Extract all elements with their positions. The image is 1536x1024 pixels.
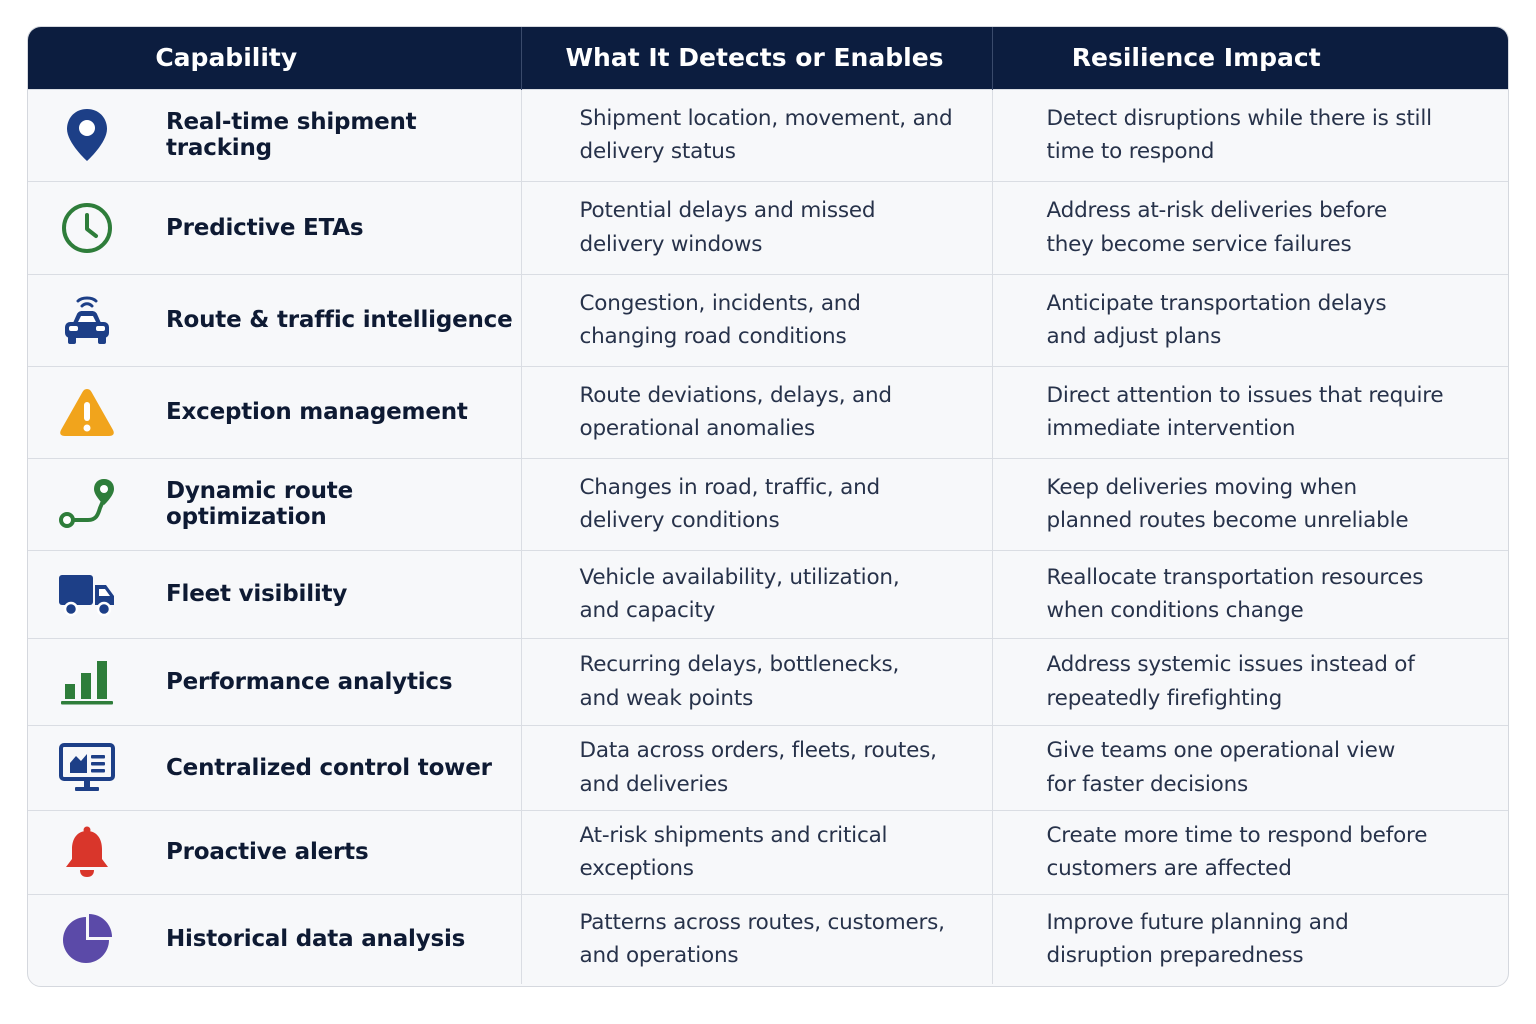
impact-cell bbox=[992, 181, 1509, 274]
detects-cell bbox=[521, 638, 992, 725]
impact-line: Anticipate transportation delays bbox=[1046, 290, 1387, 316]
detects-line: and deliveries bbox=[579, 771, 728, 797]
impact-line: Address systemic issues instead of bbox=[1046, 652, 1415, 677]
bell-icon bbox=[57, 822, 117, 882]
bar-chart-icon bbox=[57, 652, 117, 712]
capability-cell bbox=[28, 725, 521, 810]
capability-name: Performance analytics bbox=[166, 668, 453, 695]
impact-line: Improve future planning and bbox=[1046, 909, 1349, 935]
detects-line: Route deviations, delays, and bbox=[579, 382, 892, 408]
capability-name: Dynamic route optimization bbox=[166, 478, 353, 530]
table-row bbox=[28, 894, 1509, 984]
route-path-icon bbox=[57, 474, 117, 534]
table-row bbox=[28, 181, 1509, 274]
detects-line: Recurring delays, bottlenecks, bbox=[579, 652, 900, 677]
impact-cell bbox=[992, 274, 1509, 366]
detects-line: Potential delays and missed bbox=[579, 198, 876, 223]
detects-line: changing road conditions bbox=[579, 324, 847, 349]
impact-line: customers are affected bbox=[1046, 856, 1292, 881]
impact-line: and adjust plans bbox=[1046, 324, 1222, 349]
clock-icon bbox=[57, 198, 117, 258]
monitor-dashboard-icon bbox=[57, 738, 117, 798]
impact-cell bbox=[992, 550, 1509, 638]
connected-car-icon bbox=[57, 290, 117, 350]
detects-line: delivery status bbox=[579, 139, 736, 164]
impact-line: Create more time to respond before bbox=[1046, 822, 1428, 848]
impact-line: immediate intervention bbox=[1046, 416, 1296, 441]
impact-cell bbox=[992, 725, 1509, 810]
detects-cell bbox=[521, 894, 992, 984]
impact-line: disruption preparedness bbox=[1046, 943, 1304, 969]
detects-cell bbox=[521, 725, 992, 810]
capability-cell bbox=[28, 458, 521, 550]
capability-cell bbox=[28, 638, 521, 725]
impact-line: when conditions change bbox=[1046, 598, 1304, 623]
header-detects: What It Detects or Enables bbox=[521, 27, 992, 89]
capability-cell bbox=[28, 181, 521, 274]
detects-cell bbox=[521, 181, 992, 274]
table-row bbox=[28, 810, 1509, 894]
capability-name: Real-time shipment tracking bbox=[166, 109, 417, 161]
impact-cell bbox=[992, 638, 1509, 725]
location-pin-icon bbox=[57, 105, 117, 165]
table-row bbox=[28, 725, 1509, 810]
capability-name: Centralized control tower bbox=[166, 754, 492, 781]
impact-line: Give teams one operational view bbox=[1046, 738, 1396, 763]
capability-cell bbox=[28, 810, 521, 894]
table-row bbox=[28, 638, 1509, 725]
detects-line: exceptions bbox=[579, 856, 694, 881]
detects-line: and operations bbox=[579, 943, 739, 969]
detects-line: operational anomalies bbox=[579, 416, 815, 441]
impact-cell bbox=[992, 458, 1509, 550]
capability-name: Proactive alerts bbox=[166, 839, 369, 865]
impact-line: for faster decisions bbox=[1046, 771, 1248, 797]
detects-line: and weak points bbox=[579, 685, 754, 711]
detects-line: Shipment location, movement, and bbox=[579, 105, 953, 131]
detects-line: Vehicle availability, utilization, bbox=[579, 564, 900, 590]
detects-cell bbox=[521, 366, 992, 458]
impact-cell bbox=[992, 89, 1509, 181]
capability-name: Predictive ETAs bbox=[166, 214, 364, 241]
header-impact: Resilience Impact bbox=[992, 27, 1509, 89]
capability-name: Fleet visibility bbox=[166, 581, 348, 607]
impact-line: they become service failures bbox=[1046, 231, 1352, 257]
detects-line: Patterns across routes, customers, bbox=[579, 909, 945, 935]
detects-line: Congestion, incidents, and bbox=[579, 290, 861, 316]
truck-icon bbox=[57, 564, 117, 624]
capability-cell bbox=[28, 894, 521, 984]
impact-cell bbox=[992, 810, 1509, 894]
impact-line: Reallocate transportation resources bbox=[1046, 564, 1424, 590]
table-row bbox=[28, 89, 1509, 181]
capability-cell bbox=[28, 366, 521, 458]
pie-chart-icon bbox=[57, 909, 117, 969]
impact-line: Direct attention to issues that require bbox=[1046, 382, 1444, 408]
impact-line: time to respond bbox=[1046, 139, 1215, 164]
detects-cell bbox=[521, 550, 992, 638]
detects-cell bbox=[521, 810, 992, 894]
capability-name: Historical data analysis bbox=[166, 926, 466, 953]
capability-cell bbox=[28, 274, 521, 366]
capability-name: Exception management bbox=[166, 399, 468, 425]
impact-line: Address at-risk deliveries before bbox=[1046, 198, 1388, 223]
detects-cell bbox=[521, 458, 992, 550]
warning-triangle-icon bbox=[57, 382, 117, 442]
capability-name: Route & traffic intelligence bbox=[166, 307, 513, 333]
detects-line: and capacity bbox=[579, 598, 716, 623]
detects-line: Data across orders, fleets, routes, bbox=[579, 738, 937, 763]
detects-line: delivery windows bbox=[579, 231, 763, 257]
table-header-row bbox=[28, 27, 1509, 89]
capability-table bbox=[27, 26, 1509, 987]
table-row bbox=[28, 366, 1509, 458]
impact-line: Detect disruptions while there is still bbox=[1046, 105, 1432, 131]
table-row bbox=[28, 458, 1509, 550]
detects-line: At-risk shipments and critical bbox=[579, 822, 888, 848]
capability-table-grid bbox=[28, 27, 1509, 984]
impact-line: Keep deliveries moving when bbox=[1046, 474, 1357, 500]
capability-cell bbox=[28, 550, 521, 638]
impact-cell bbox=[992, 894, 1509, 984]
table-row bbox=[28, 550, 1509, 638]
detects-line: delivery conditions bbox=[579, 508, 780, 533]
impact-line: repeatedly firefighting bbox=[1046, 685, 1283, 711]
detects-line: Changes in road, traffic, and bbox=[579, 474, 880, 500]
table-row bbox=[28, 274, 1509, 366]
impact-cell bbox=[992, 366, 1509, 458]
impact-line: planned routes become unreliable bbox=[1046, 508, 1409, 533]
detects-cell bbox=[521, 274, 992, 366]
capability-cell bbox=[28, 89, 521, 181]
header-capability: Capability bbox=[28, 27, 521, 89]
detects-cell bbox=[521, 89, 992, 181]
